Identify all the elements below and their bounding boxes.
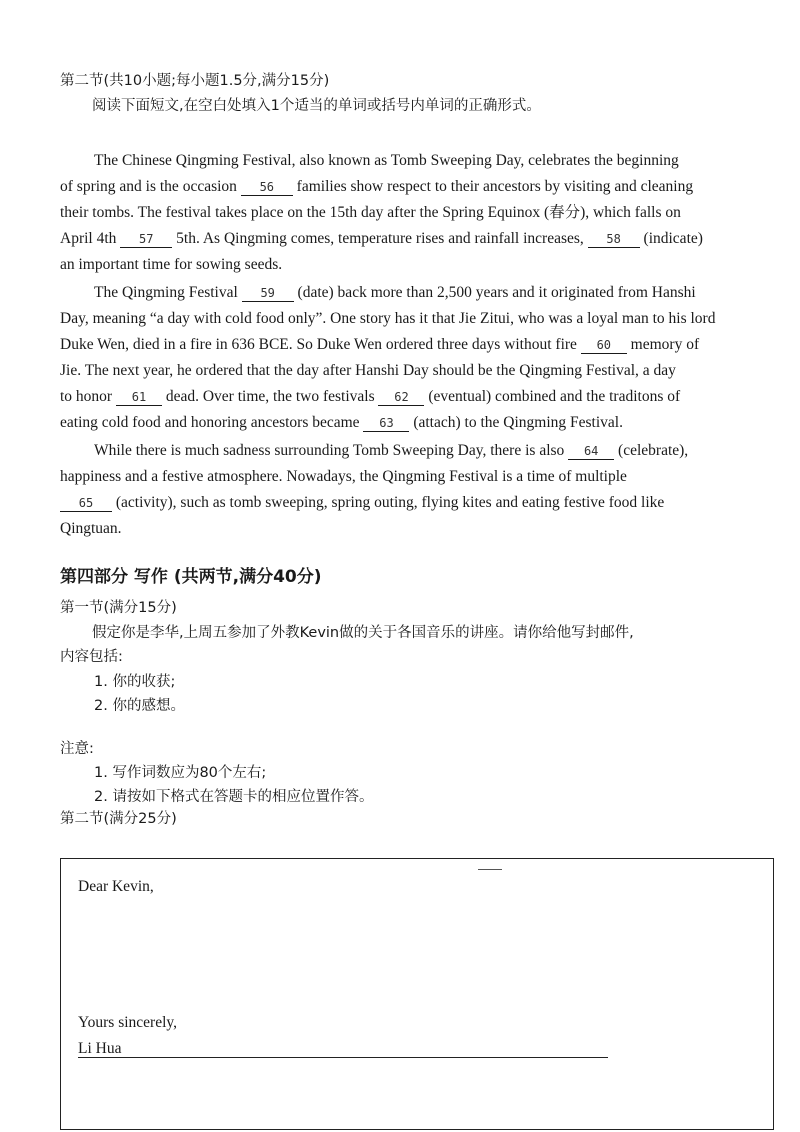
passage-text: While there is much sadness surrounding Tomb Sweeping Day, there is also xyxy=(94,442,565,459)
passage-text: (attach) to the Qingming Festival. xyxy=(413,414,623,431)
passage-text: The Chinese Qingming Festival, also known as Tomb Sweeping Day, celebrates the beginning xyxy=(94,152,679,169)
section-heading: 第二节(共10小题;每小题1.5分,满分15分) xyxy=(60,73,330,89)
passage-line xyxy=(60,415,623,432)
passage-line xyxy=(60,363,676,379)
passage-line xyxy=(60,495,664,512)
passage-text: April 4th xyxy=(60,230,117,247)
letter-signature: Li Hua xyxy=(78,1040,122,1057)
passage-line xyxy=(60,231,703,248)
signature-rule xyxy=(78,1057,608,1058)
writing-prompt: 内容包括: xyxy=(60,649,123,665)
blank-59[interactable]: 59 xyxy=(242,285,294,302)
passage-text: to honor xyxy=(60,388,113,405)
prompt-item: 1. 你的收获; xyxy=(94,674,176,690)
blank-61[interactable]: 61 xyxy=(116,389,162,406)
passage-text: (indicate) xyxy=(643,230,703,247)
note-item: 1. 写作词数应为80个左右; xyxy=(94,765,267,781)
passage-line xyxy=(94,153,679,169)
blank-60[interactable]: 60 xyxy=(581,337,627,354)
letter-greeting: Dear Kevin, xyxy=(78,878,154,895)
passage-text: an important time for sowing seeds. xyxy=(60,256,283,273)
passage-text: eating cold food and honoring ancestors became xyxy=(60,414,360,431)
passage-line xyxy=(60,521,122,537)
sub-heading-2: 第二节(满分25分) xyxy=(60,811,177,827)
passage-text: memory of xyxy=(630,336,700,353)
notes-label: 注意: xyxy=(60,741,94,757)
blank-58[interactable]: 58 xyxy=(588,231,640,248)
passage-text: 5th. As Qingming comes, temperature rises and rainfall increases, xyxy=(176,230,584,247)
prompt-item: 2. 你的感想。 xyxy=(94,698,185,714)
passage-line xyxy=(60,179,693,196)
passage-text: Qingtuan. xyxy=(60,520,122,537)
box-mark xyxy=(478,869,502,870)
blank-62[interactable]: 62 xyxy=(378,389,424,406)
blank-64[interactable]: 64 xyxy=(568,443,614,460)
passage-line xyxy=(60,311,715,327)
passage-text: The Qingming Festival xyxy=(94,284,238,301)
section-instruction: 阅读下面短文,在空白处填入1个适当的单词或括号内单词的正确形式。 xyxy=(92,98,541,114)
passage-line xyxy=(60,469,627,485)
letter-template-box xyxy=(60,858,774,1130)
passage-text: dead. Over time, the two festivals xyxy=(165,388,375,405)
blank-63[interactable]: 63 xyxy=(363,415,409,432)
passage-line xyxy=(60,337,699,354)
passage-text: Day, meaning “a day with cold food only”. One story has it that Jie Zitui, who was a loyal man to his lord xyxy=(60,310,716,327)
passage-text: families show respect to their ancestors by visiting and cleaning xyxy=(296,178,694,195)
blank-56[interactable]: 56 xyxy=(241,179,293,196)
note-item: 2. 请按如下格式在答题卡的相应位置作答。 xyxy=(94,789,374,805)
passage-text: happiness and a festive atmosphere. Nowadays, the Qingming Festival is a time of multiple xyxy=(60,468,627,485)
passage-text: of spring and is the occasion xyxy=(60,178,237,195)
passage-text: (celebrate), xyxy=(618,442,689,459)
writing-prompt: 假定你是李华,上周五参加了外教Kevin做的关于各国音乐的讲座。请你给他写封邮件, xyxy=(92,625,634,641)
passage-line xyxy=(60,389,680,406)
passage-line xyxy=(94,443,688,460)
passage-line xyxy=(60,205,681,221)
letter-closing: Yours sincerely, xyxy=(78,1014,178,1031)
passage-text: Jie. The next year, he ordered that the day after Hanshi Day should be the Qingming Festival, a day xyxy=(60,362,676,379)
passage-text: Duke Wen, died in a fire in 636 BCE. So Duke Wen ordered three days without fire xyxy=(60,336,577,353)
part4-heading: 第四部分 写作 (共两节,满分40分) xyxy=(60,567,322,587)
passage-line xyxy=(60,257,282,273)
passage-text: (date) back more than 2,500 years and it originated from Hanshi xyxy=(297,284,696,301)
blank-57[interactable]: 57 xyxy=(120,231,172,248)
sub-heading-1: 第一节(满分15分) xyxy=(60,600,177,616)
passage-text: (eventual) combined and the traditons of xyxy=(428,388,681,405)
passage-line xyxy=(94,285,696,302)
passage-text: their tombs. The festival takes place on the 15th day after the Spring Equinox (春分), which falls on xyxy=(60,204,681,221)
passage-text: (activity), such as tomb sweeping, spring outing, flying kites and eating festive food like xyxy=(115,494,665,511)
blank-65[interactable]: 65 xyxy=(60,495,112,512)
